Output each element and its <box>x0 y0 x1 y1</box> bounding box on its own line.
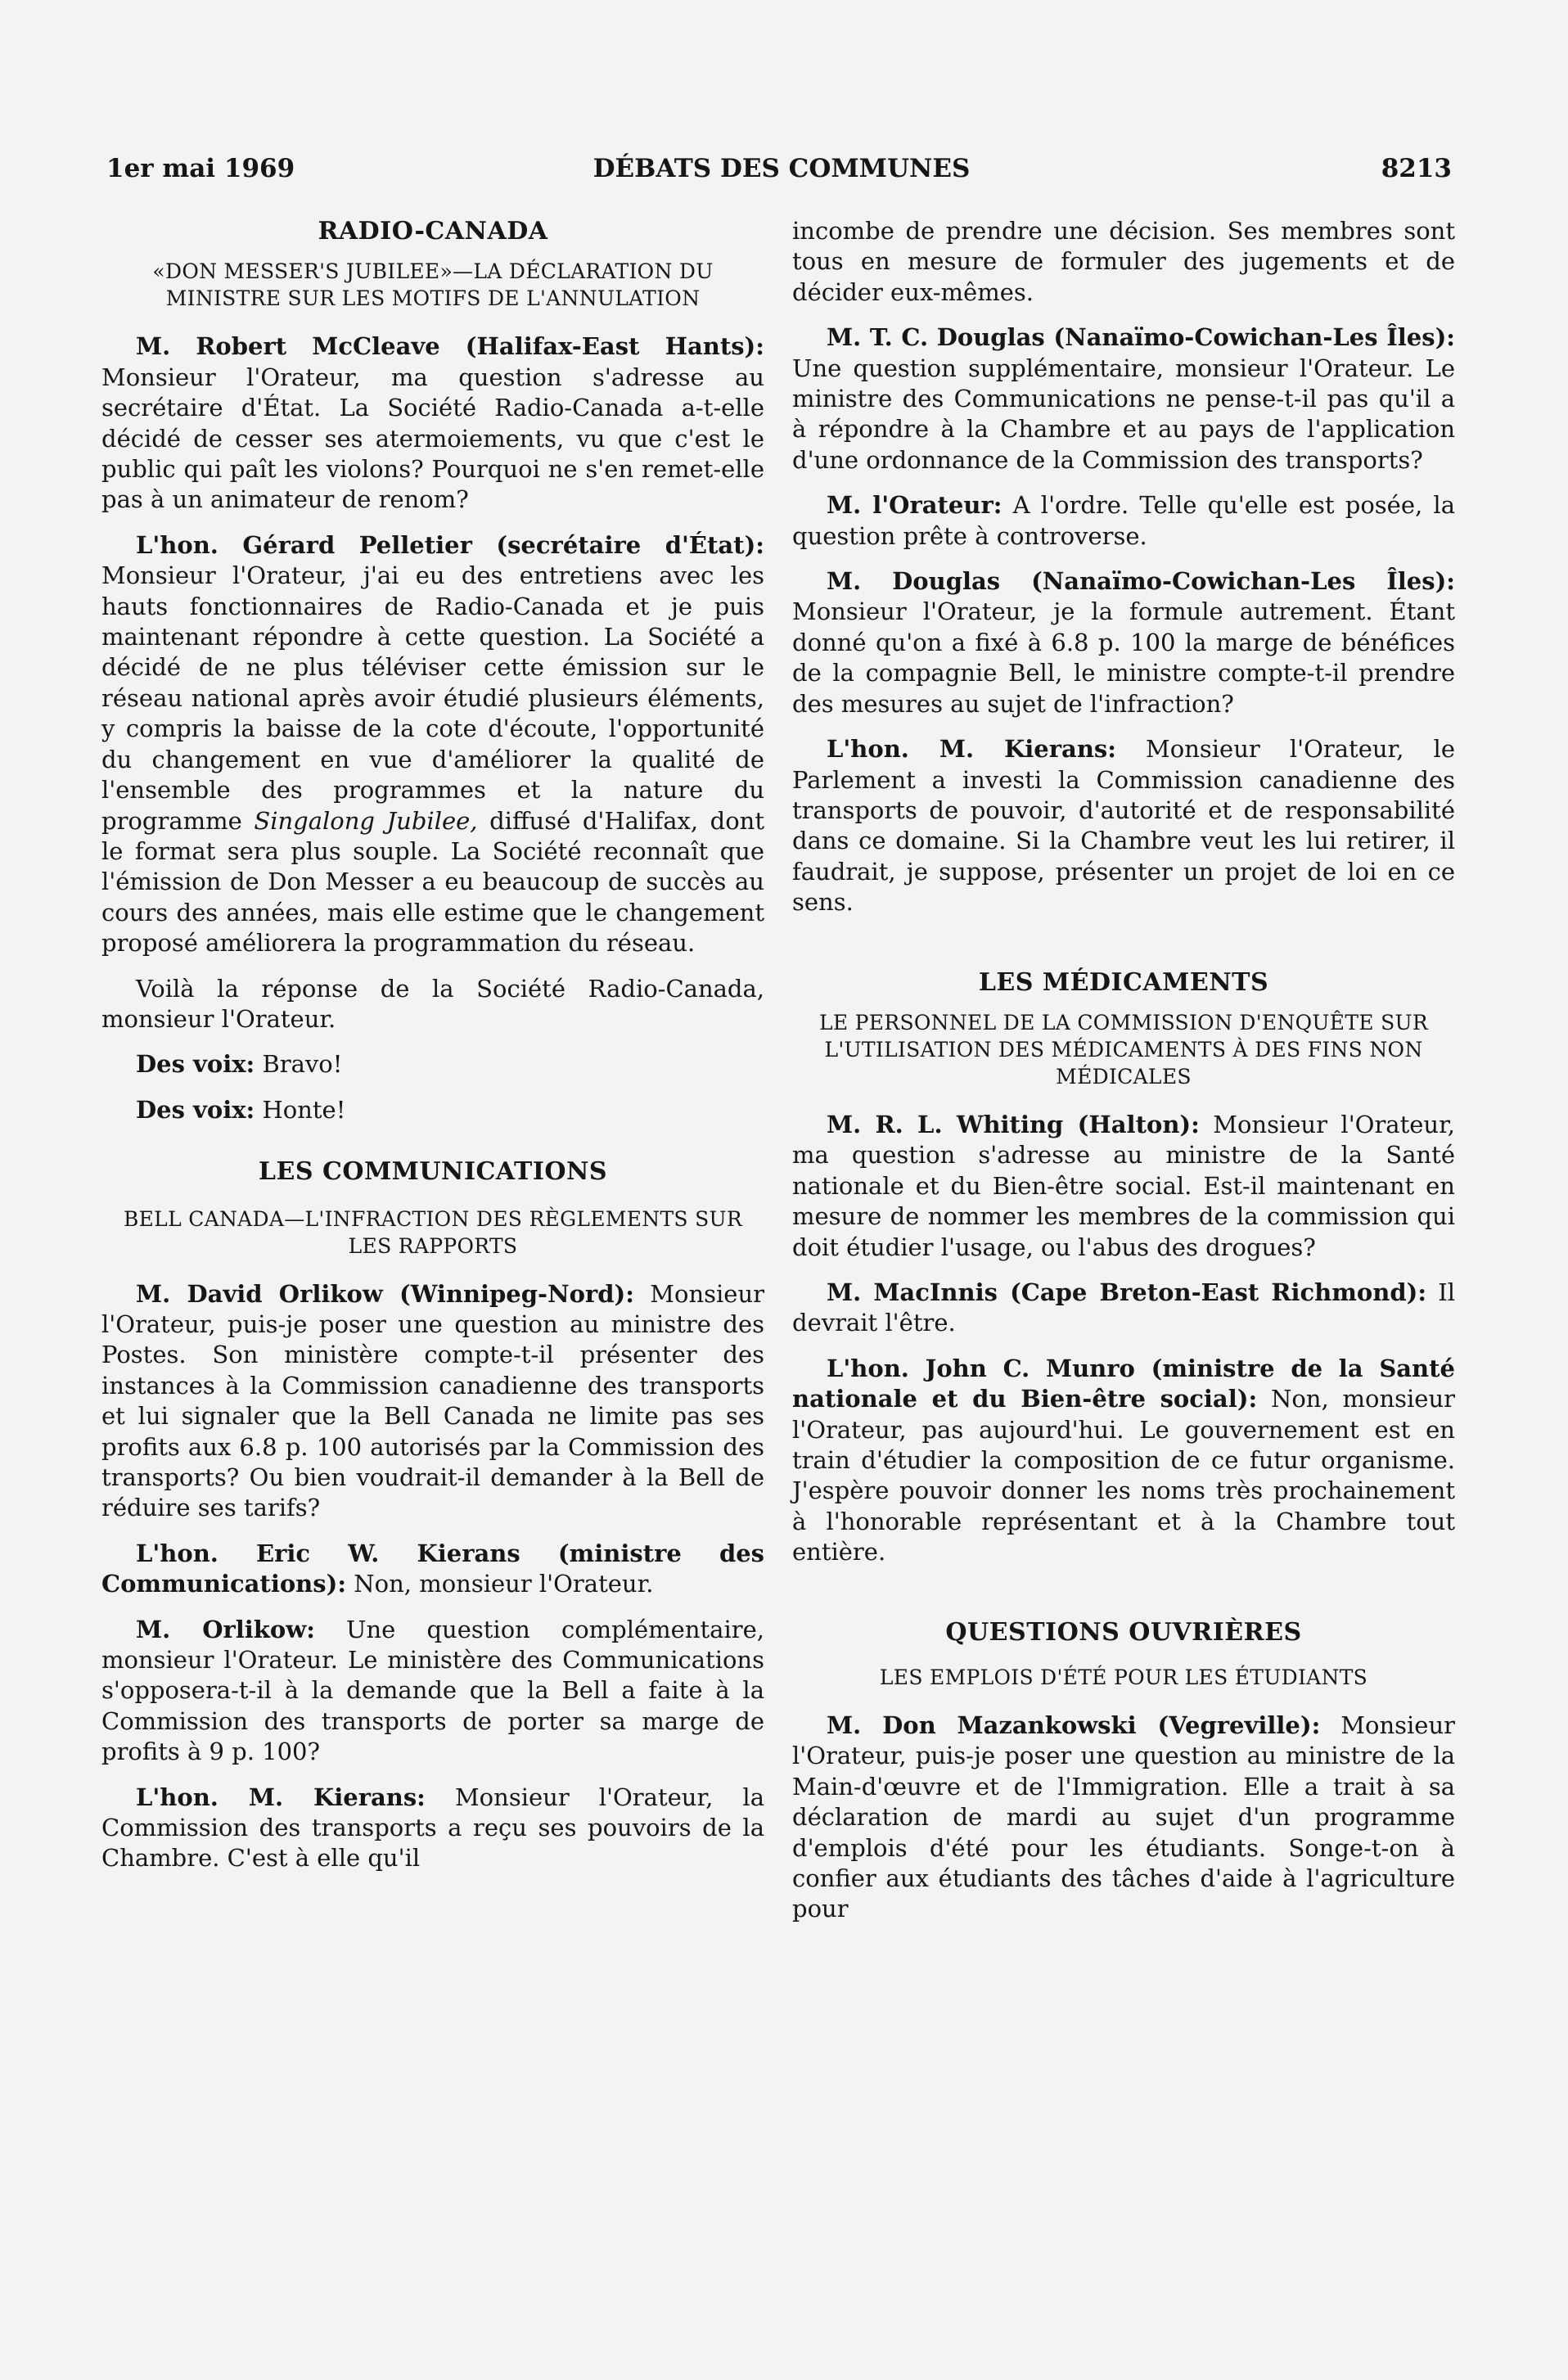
speech-paragraph <box>101 331 764 515</box>
header-title: DÉBATS DES COMMUNES <box>593 154 971 183</box>
speech-paragraph <box>792 1354 1455 1568</box>
speech-paragraph <box>101 1049 764 1080</box>
subsection-heading: LES EMPLOIS D'ÉTÉ POUR LES ÉTUDIANTS <box>879 1666 1368 1690</box>
speech-paragraph <box>101 974 764 1035</box>
speech-paragraph <box>101 1279 764 1524</box>
speaker-name: Des voix: <box>136 1095 255 1124</box>
page-number: 8213 <box>1381 154 1452 183</box>
speaker-name: L'hon. John C. Munro (ministre de la Santé nationale et du Bien-être social): <box>792 1354 1455 1413</box>
speaker-name: L'hon. Gérard Pelletier (secrétaire d'État): <box>136 530 764 559</box>
speech-text: Monsieur l'Orateur, ma question s'adresse au ministre de la Santé nationale et du Bien-être social. Est-il maintenant en mesure de nommer les membres de la commission qui doit étudier l'usage, ou l'abus des drogues? <box>792 1110 1455 1261</box>
speech-paragraph <box>101 1783 764 1874</box>
section-heading: LES COMMUNICATIONS <box>258 1157 608 1187</box>
speech-text: Monsieur l'Orateur, ma question s'adresse au secrétaire d'État. La Société Radio-Canada a-t-elle décidé de cesser ses atermoiements, vu que c'est le public qui paît les violons? Pourquoi ne s'en remet-elle pas à un animateur de renom? <box>101 363 764 514</box>
speech-paragraph <box>101 1539 764 1600</box>
speech-text: Non, monsieur l'Orateur. <box>346 1570 654 1598</box>
speech-text: Monsieur l'Orateur, je la formule autrement. Étant donné qu'on a fixé à 6.8 p. 100 la marge de bénéfices de la compagnie Bell, le ministre compte-t-il prendre des mesures au sujet de l'infraction? <box>792 597 1455 718</box>
speech-paragraph <box>792 734 1455 917</box>
speaker-name: M. Don Mazankowski (Vegreville): <box>827 1711 1321 1740</box>
section-heading: LES MÉDICAMENTS <box>978 967 1269 997</box>
speech-paragraph <box>792 1278 1455 1339</box>
speech-paragraph <box>101 1095 764 1125</box>
speech-text: Il devrait l'être. <box>792 1278 1456 1337</box>
speech-paragraph <box>792 566 1455 719</box>
header-date: 1er mai 1969 <box>106 154 295 183</box>
speech-text: Une question supplémentaire, monsieur l'Orateur. Le ministre des Communications ne pense-t-il pas qu'il a à répondre à la Chambre et au pays de l'application d'une ordonnance de la Commission des transports? <box>792 354 1455 474</box>
running-head <box>106 154 1457 190</box>
section-heading: RADIO-CANADA <box>318 217 548 246</box>
speech-text: Honte! <box>255 1095 346 1124</box>
left-column <box>101 216 764 1889</box>
speech-text: Voilà la réponse de la Société Radio-Canada, monsieur l'Orateur. <box>101 974 764 1033</box>
speech-paragraph <box>792 490 1455 552</box>
speech-paragraph <box>101 530 764 959</box>
speech-text: Non, monsieur l'Orateur, pas aujourd'hui. Le gouvernement est en train d'étudier la composition de ce futur organisme. J'espère pouvoir donner les noms très prochainement à l'honorable représentant et à la Chambre tout entière. <box>792 1385 1455 1566</box>
speaker-name: L'hon. Eric W. Kierans (ministre des Communications): <box>101 1539 764 1598</box>
speech-text: Monsieur l'Orateur, j'ai eu des entretiens avec les hauts fonctionnaires de Radio-Canada et je puis maintenant répondre à cette question. La Société a décidé de ne plus téléviser cette émission sur le réseau national après avoir étudié plusieurs éléments, y compris la baisse de la cote d'écoute, l'opportunité du changement en vue d'améliorer la qualité de l'ensemble des programmes et la nature du programme <box>101 561 764 835</box>
right-column <box>792 216 1455 1940</box>
speech-text: diffusé d'Halifax, dont le format sera plus souple. La Société reconnaît que l'émission de Don Messer a eu beaucoup de succès au cours des années, mais elle estime que le changement proposé améliorera la programmation du réseau. <box>101 806 765 958</box>
speaker-name: L'hon. M. Kierans: <box>827 735 1116 764</box>
speech-text: Monsieur l'Orateur, puis-je poser une question au ministre de la Main-d'œuvre et de l'Immigration. Elle a trait à sa déclaration de mardi au sujet d'un programme d'emplois d'été pour les étudiants. Songe-t-on à confier aux étudiants des tâches d'aide à l'agriculture pour <box>792 1711 1455 1923</box>
speech-paragraph <box>792 1711 1455 1925</box>
program-title: Singalong Jubilee, <box>254 806 478 835</box>
speech-paragraph <box>101 1615 764 1768</box>
speaker-name: Des voix: <box>136 1050 255 1079</box>
speech-text: A l'ordre. Telle qu'elle est posée, la question prête à controverse. <box>792 491 1455 550</box>
speech-paragraph <box>792 1110 1455 1263</box>
speaker-name: M. T. C. Douglas (Nanaïmo-Cowichan-Les Îles): <box>827 323 1455 352</box>
speaker-name: M. David Orlikow (Winnipeg-Nord): <box>136 1279 634 1308</box>
speech-text: Bravo! <box>255 1050 343 1079</box>
subsection-heading: LE PERSONNEL DE LA COMMISSION D'ENQUÊTE SUR L'UTILISATION DES MÉDICAMENTS À DES FINS NON MÉDICALES <box>818 1010 1429 1089</box>
speaker-name: M. MacInnis (Cape Breton-East Richmond): <box>827 1278 1427 1306</box>
speaker-name: M. R. L. Whiting (Halton): <box>827 1110 1200 1138</box>
speech-text: Monsieur l'Orateur, la Commission des transports a reçu ses pouvoirs de la Chambre. C'est à elle qu'il <box>101 1783 764 1873</box>
speech-text: Une question complémentaire, monsieur l'Orateur. Le ministère des Communications s'opposera-t-il à la demande que la Bell a faite à la Commission des transports de porter sa marge de profits à 9 p. 100? <box>101 1615 764 1766</box>
section-heading: QUESTIONS OUVRIÈRES <box>945 1617 1302 1647</box>
speech-paragraph <box>792 322 1455 476</box>
speaker-name: L'hon. M. Kierans: <box>136 1783 426 1811</box>
speech-text: Monsieur l'Orateur, puis-je poser une question au ministre des Postes. Son ministère compte-t-il présenter des instances à la Commission canadienne des transports et lui signaler que la Bell Canada ne limite pas ses profits aux 6.8 p. 100 autorisés par la Commission des transports? Ou bien voudrait-il demander à la Bell de réduire ses tarifs? <box>101 1279 764 1522</box>
subsection-heading: BELL CANADA—L'INFRACTION DES RÈGLEMENTS SUR LES RAPPORTS <box>123 1206 743 1258</box>
subsection-heading: «DON MESSER'S JUBILEE»—LA DÉCLARATION DU MINISTRE SUR LES MOTIFS DE L'ANNULATION <box>152 259 714 311</box>
speaker-name: M. l'Orateur: <box>827 491 1003 520</box>
speech-text: incombe de prendre une décision. Ses membres sont tous en mesure de formuler des jugements et de décider eux-mêmes. <box>792 217 1455 306</box>
speech-text: Monsieur l'Orateur, le Parlement a investi la Commission canadienne des transports de pouvoir, d'autorité et de responsabilité dans ce domaine. Si la Chambre veut les lui retirer, il faudrait, je suppose, présenter un projet de loi en ce sens. <box>792 735 1455 917</box>
speaker-name: M. Douglas (Nanaïmo-Cowichan-Les Îles): <box>827 567 1455 596</box>
speaker-name: M. Robert McCleave (Halifax-East Hants): <box>136 332 764 361</box>
speaker-name: M. Orlikow: <box>136 1615 315 1643</box>
speech-paragraph <box>792 216 1455 308</box>
